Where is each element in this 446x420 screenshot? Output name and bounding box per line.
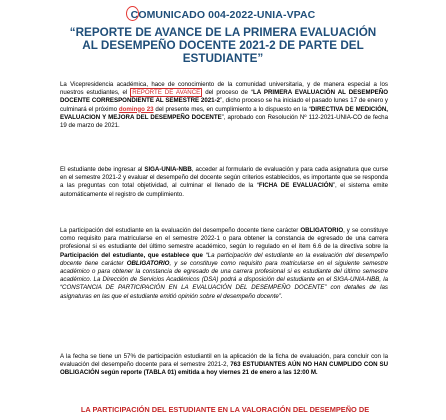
title-line: “REPORTE DE AVANCE DE LA PRIMERA EVALUACIÓN: [69, 26, 377, 39]
paragraph-intro: La Vicepresidencia académica, hace de conocimiento de la comunidad universitaria, y de manera especial a los nuestros estudiantes, el REPORTE DE AVANCE del proceso de “LA PRIMERA EVALUACIÓN AL DESEMPEÑO DOCENTE CORRESPONDIENTE AL SEMESTRE 2021-2”, dicho proceso se ha iniciado el pasado lunes 17 de enero y culminará el próximo domingo 23 del presente mes, en cumplimiento a lo dispuesto en la “DIRECTIVA DE MEDICIÓN, EVALUACION Y MEJORA DEL DESEMPEÑO DOCENTE”, aprobado con Resolución Nº 112-2021-UNIA-CO de fecha 19 de marzo de 2021.: [60, 81, 388, 130]
comunicado-number: COMUNICADO 004-2022-UNIA-VPAC: [0, 9, 446, 21]
title-line: ESTUDIANTE”: [182, 52, 264, 66]
highlight-reporte-de-avance: REPORTE DE AVANCE: [132, 89, 201, 97]
circle-mark-icon: [126, 6, 139, 21]
highlight-domingo-23: domingo 23: [118, 105, 154, 113]
paragraph-participation: A la fecha se tiene un 57% de participación estudiantil en la aplicación de la ficha de evaluación, para concluir con la evaluación del desempeño docente para el semestre 2021-2, 763 ESTUDIANTES AÚN NO HAN CUMPLIDO CON SU OBLIGACIÓN según reporte (TABLA 01) emitida a hoy viernes 21 de enero a las 12:00 M.: [60, 353, 389, 377]
paragraph-instructions: El estudiante debe ingresar al SIGA-UNIA-NBB, acceder al formulario de evaluación y para cada asignatura que curse en el semestre 2021-2 y evaluar el desempeño del docente según criterios establecidos, es importante que se responda a las preguntas con total objetividad, al culminar el llenado de la “FICHA DE EVALUACIÓN”, el sistema emite automáticamente el registro de cumplimiento.: [60, 166, 389, 198]
title-line: AL DESEMPEÑO DOCENTE 2021-2 DE PARTE DEL: [82, 39, 364, 53]
section-heading: LA PARTICIPACIÓN DEL ESTUDIANTE EN LA VALORACIÓN DEL DESEMPEÑO DE: [80, 405, 370, 414]
document-title: [40, 26, 406, 66]
paragraph-obligation: La participación del estudiante en la evaluación del desempeño docente tiene carácter OBLIGATORIO, y se constituye como requisito para matricularse en el semestre 2022-1 o para obtener la constancia de egresado de una carrera profesional si es estudiante del último semestre académico, según lo regulado en el ítem 6.6 de la directiva sobre la Participación del estudiante, que establece que “La participación del estudiante en la evaluación del desempeño docente tiene carácter OBLIGATORIO, y se constituye como requisito para matricularse en el siguiente semestre académico o para obtener la constancia de egresado de una carrera profesional si es estudiante del último semestre académico. La Dirección de Servicios Académicos (DSA) podrá a disposición del estudiante en el SIGA-UNIA-NBB, la “CONSTANCIA DE PARTICIPACIÓN EN LA EVALUACIÓN DEL DESEMPEÑO DOCENTE” con detalles de las asignaturas en las que el estudiante emitió opinión sobre el desempeño docente”.: [60, 227, 388, 300]
